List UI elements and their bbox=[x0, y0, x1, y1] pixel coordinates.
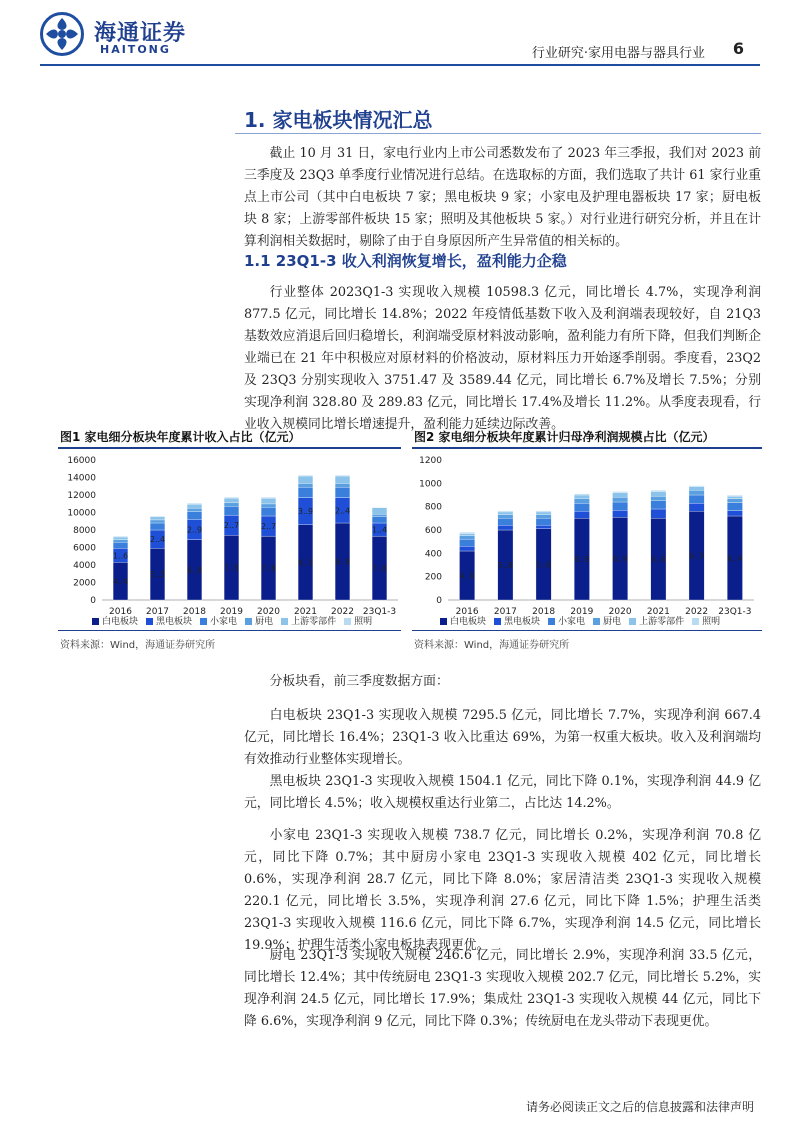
x-tick-label: 2016 bbox=[455, 607, 479, 617]
data-label: 5..8 bbox=[497, 561, 514, 570]
y-tick-label: 6000 bbox=[73, 543, 96, 554]
bar-segment-上游零部件 bbox=[298, 476, 313, 483]
bar-segment-小家电 bbox=[113, 542, 128, 548]
bar-segment-照明 bbox=[224, 497, 239, 498]
data-label: 2..9 bbox=[186, 525, 203, 535]
bar-segment-小家电 bbox=[727, 503, 742, 511]
figure2-legend bbox=[440, 614, 720, 627]
x-tick-label: 2021 bbox=[646, 607, 670, 617]
bar-segment-厨电 bbox=[727, 499, 742, 503]
figure1-top-rule bbox=[58, 447, 401, 449]
bar-segment-照明 bbox=[651, 490, 666, 491]
bar-segment-照明 bbox=[536, 511, 551, 512]
bar-segment-黑电板块 bbox=[536, 525, 551, 529]
data-label: 2..4 bbox=[149, 535, 166, 545]
bar-segment-照明 bbox=[689, 486, 704, 487]
y-tick-label: 14000 bbox=[67, 473, 96, 484]
y-tick-label: 8000 bbox=[73, 526, 96, 536]
legend-item bbox=[146, 614, 192, 627]
y-tick-label: 1200 bbox=[419, 456, 442, 466]
data-label: 7..6 bbox=[260, 564, 277, 574]
legend-swatch bbox=[629, 618, 636, 625]
data-label: 7..6 bbox=[371, 564, 388, 574]
bar-segment-厨电 bbox=[372, 514, 387, 516]
bar-segment-厨电 bbox=[335, 483, 350, 487]
data-label: 6..5 bbox=[688, 551, 705, 561]
legend-label: 照明 bbox=[702, 617, 721, 627]
y-tick-label: 12000 bbox=[67, 491, 96, 501]
legal-disclaimer: 请务必阅读正文之后的信息披露和法律声明 bbox=[525, 1100, 754, 1114]
y-tick-label: 0 bbox=[90, 596, 96, 606]
data-label: 7..5 bbox=[223, 563, 240, 573]
x-tick-label: 2016 bbox=[109, 607, 132, 617]
data-label: 4..0 bbox=[459, 571, 475, 581]
figure2-title: 图2 家电细分板块年度累计归母净利润规模占比（亿元） bbox=[414, 430, 715, 444]
x-tick-label: 23Q1-3 bbox=[362, 607, 397, 617]
data-label: 6..4 bbox=[727, 554, 743, 563]
legend-label: 白电板块 bbox=[450, 617, 487, 627]
white-goods-paragraph: 白电板块 23Q1-3 实现收入规模 7295.5 亿元，同比增长 7.7%，实现净利润 667.4 亿元，同比增长 16.4%；23Q1-3 收入比重达 69%，为第一权重大板块。收入及利润端均有效推动行业整体实现增长。 bbox=[244, 708, 761, 767]
figure2-top-rule bbox=[412, 447, 762, 449]
bar-segment-厨电 bbox=[651, 496, 666, 501]
bar-segment-照明 bbox=[187, 503, 202, 504]
bar-segment-小家电 bbox=[261, 507, 276, 516]
bar-segment-照明 bbox=[150, 516, 165, 517]
figure1-legend bbox=[92, 614, 372, 627]
bar-segment-上游零部件 bbox=[459, 534, 474, 536]
y-tick-label: 2000 bbox=[73, 578, 96, 589]
figure1-chart bbox=[58, 450, 403, 618]
x-tick-label: 2022 bbox=[685, 607, 709, 617]
figure2-source: 资料来源：Wind，海通证券研究所 bbox=[414, 640, 570, 651]
section-title: 1. 家电板块情况汇总 bbox=[244, 108, 433, 132]
legend-item bbox=[692, 614, 720, 627]
data-label: 6..9 bbox=[574, 555, 590, 565]
data-label: 8..5 bbox=[297, 558, 314, 568]
bar-segment-厨电 bbox=[689, 490, 704, 495]
legend-item bbox=[593, 614, 621, 627]
logo-english-text: HAITONG bbox=[100, 43, 171, 56]
legend-swatch bbox=[200, 618, 207, 625]
bar-segment-照明 bbox=[261, 497, 276, 498]
x-tick-label: 2017 bbox=[493, 607, 517, 617]
bar-segment-上游零部件 bbox=[498, 512, 513, 515]
bar-segment-小家电 bbox=[372, 517, 387, 523]
data-label: 4..4 bbox=[112, 577, 129, 587]
bar-segment-小家电 bbox=[298, 487, 313, 498]
bar-segment-上游零部件 bbox=[335, 476, 350, 483]
data-label: 1..6 bbox=[112, 551, 129, 561]
bar-segment-小家电 bbox=[574, 503, 589, 511]
x-tick-label: 2017 bbox=[146, 607, 169, 617]
legend-swatch bbox=[146, 618, 153, 625]
bar-segment-厨电 bbox=[224, 503, 239, 507]
bar-segment-照明 bbox=[574, 494, 589, 495]
bar-segment-照明 bbox=[335, 475, 350, 476]
bar-segment-厨电 bbox=[298, 483, 313, 487]
bar-segment-上游零部件 bbox=[574, 495, 589, 499]
legend-item bbox=[548, 614, 585, 627]
bar-segment-小家电 bbox=[612, 502, 627, 510]
y-tick-label: 600 bbox=[424, 526, 442, 536]
bar-segment-厨电 bbox=[150, 520, 165, 523]
bar-segment-上游零部件 bbox=[651, 492, 666, 497]
bar-segment-照明 bbox=[459, 532, 474, 533]
figure1-bottom-rule bbox=[58, 630, 401, 631]
bar-segment-小家电 bbox=[335, 487, 350, 498]
bar-segment-小家电 bbox=[536, 518, 551, 525]
y-tick-label: 4000 bbox=[73, 561, 96, 571]
bar-segment-小家电 bbox=[498, 518, 513, 525]
x-tick-label: 2019 bbox=[570, 607, 594, 617]
legend-item bbox=[344, 614, 372, 627]
legend-label: 上游零部件 bbox=[291, 617, 337, 627]
y-tick-label: 400 bbox=[424, 549, 442, 560]
y-tick-label: 800 bbox=[424, 502, 442, 513]
bar-segment-黑电板块 bbox=[689, 503, 704, 511]
y-tick-label: 0 bbox=[436, 596, 442, 606]
bar-segment-黑电板块 bbox=[498, 525, 513, 530]
sector-intro-paragraph: 分板块看，前三季度数据方面： bbox=[269, 674, 449, 689]
figure2-chart bbox=[412, 450, 762, 618]
legend-swatch bbox=[494, 618, 501, 625]
data-label: 6..9 bbox=[612, 554, 628, 564]
bar-segment-小家电 bbox=[224, 506, 239, 515]
bar-segment-小家电 bbox=[459, 539, 474, 546]
y-tick-label: 1000 bbox=[419, 479, 442, 490]
data-label: 2..4 bbox=[334, 506, 351, 516]
bar-segment-照明 bbox=[498, 511, 513, 512]
data-label: 8..8 bbox=[334, 557, 351, 567]
bar-segment-厨电 bbox=[536, 515, 551, 519]
bar-segment-上游零部件 bbox=[372, 508, 387, 515]
bar-segment-小家电 bbox=[651, 501, 666, 509]
bar-segment-黑电板块 bbox=[612, 510, 627, 517]
x-tick-label: 2018 bbox=[532, 607, 556, 617]
bar-segment-厨电 bbox=[612, 497, 627, 502]
black-goods-paragraph: 黑电板块 23Q1-3 实现收入规模 1504.1 亿元，同比下降 0.1%，实现净利润 44.9 亿元，同比增长 4.5%；收入规模权重达行业第二，占比达 14.2%。 bbox=[244, 774, 761, 811]
subsection-title: 1.1 23Q1-3 收入利润恢复增长，盈利能力企稳 bbox=[244, 252, 567, 270]
legend-item bbox=[92, 614, 138, 627]
bar-segment-厨电 bbox=[574, 499, 589, 504]
bar-segment-上游零部件 bbox=[224, 498, 239, 503]
legend-label: 小家电 bbox=[210, 617, 238, 627]
legend-label: 黑电板块 bbox=[504, 617, 541, 627]
legend-label: 小家电 bbox=[558, 617, 586, 627]
small-appliance-paragraph: 小家电 23Q1-3 实现收入规模 738.7 亿元，同比增长 0.2%，实现净利润 70.8 亿元，同比下降 0.7%；其中厨房小家电 23Q1-3 实现收入规模 402 亿元，同比增长 0.6%，实现净利润 28.7 亿元，同比下降 8.0%；家居清洁类 23Q1-3 实现收入规模 220.1 亿元，同比增长 3.5%，实现净利润 27.6 亿元，同比下降 1.5%；护理生活类 23Q1-3 实现收入规模 116.6 亿元，同比下降 6.7%，实现净利润 14.5 亿元，同比增长 19.9%；护理生活类小家电板块表现更优。 bbox=[244, 828, 761, 953]
legend-item bbox=[629, 614, 684, 627]
logo-chinese-text: 海通证券 bbox=[94, 20, 187, 46]
header-divider bbox=[40, 64, 760, 66]
bar-segment-上游零部件 bbox=[727, 496, 742, 498]
legend-swatch bbox=[692, 618, 699, 625]
figure2-bottom-rule bbox=[412, 630, 762, 631]
bar-segment-厨电 bbox=[113, 540, 128, 543]
bar-segment-小家电 bbox=[689, 495, 704, 503]
kitchen-appliance-paragraph: 厨电 23Q1-3 实现收入规模 246.6 亿元，同比增长 2.9%，实现净利润 33.5 亿元，同比增长 12.4%；其中传统厨电 23Q1-3 实现收入规模 202.7 亿元，同比增长 5.2%，实现净利润 24.5 亿元，同比增长 17.9%；集成灶 23Q1-3 实现收入规模 44 亿元，同比下降 6.6%，实现净利润 9 亿元，同比下降 0.3%；传统厨电在龙头带动下表现更优。 bbox=[244, 948, 761, 1029]
legend-label: 白电板块 bbox=[102, 617, 139, 627]
data-label: 2..7 bbox=[260, 522, 277, 532]
bar-segment-上游零部件 bbox=[536, 512, 551, 515]
header-category: 行业研究·家用电器与器具行业 bbox=[531, 46, 705, 61]
x-tick-label: 2022 bbox=[331, 607, 354, 617]
bar-segment-小家电 bbox=[187, 512, 202, 520]
x-tick-label: 23Q1-3 bbox=[718, 607, 752, 617]
legend-label: 厨电 bbox=[603, 617, 622, 627]
legend-item bbox=[281, 614, 336, 627]
bar-segment-上游零部件 bbox=[261, 498, 276, 504]
bar-segment-黑电板块 bbox=[459, 546, 474, 551]
data-label: 5..3 bbox=[149, 570, 166, 580]
bar-segment-黑电板块 bbox=[574, 511, 589, 518]
legend-label: 黑电板块 bbox=[156, 617, 193, 627]
bar-segment-照明 bbox=[372, 507, 387, 508]
x-tick-label: 2020 bbox=[608, 607, 632, 617]
data-label: 6..6 bbox=[650, 555, 667, 565]
x-tick-label: 2020 bbox=[257, 607, 280, 617]
x-tick-label: 2021 bbox=[294, 607, 317, 617]
bar-segment-黑电板块 bbox=[727, 511, 742, 516]
y-tick-label: 200 bbox=[424, 572, 442, 583]
y-tick-label: 10000 bbox=[67, 508, 96, 519]
data-label: 3..9 bbox=[297, 507, 314, 517]
bar-segment-上游零部件 bbox=[612, 493, 627, 498]
bar-segment-上游零部件 bbox=[113, 537, 128, 540]
legend-swatch bbox=[245, 618, 252, 625]
bar-segment-上游零部件 bbox=[187, 504, 202, 508]
data-label: 5..8 bbox=[535, 560, 552, 570]
page-number: 6 bbox=[732, 39, 744, 58]
bar-segment-黑电板块 bbox=[651, 509, 666, 518]
y-tick-label: 16000 bbox=[67, 456, 96, 466]
legend-item bbox=[245, 614, 273, 627]
section-title-underline bbox=[235, 133, 761, 134]
legend-swatch bbox=[92, 618, 99, 625]
intro-paragraph: 截止 10 月 31 日，家电行业内上市公司悉数发布了 2023 年三季报，我们对 2023 前三季度及 23Q3 单季度行业情况进行总结。在选取标的方面，我们选取了共计 61 家行业重点上市公司（其中白电板块 7 家；黑电板块 9 家；小家电及护理电器板块 17 家；厨电板块 8 家；上游零部件板块 15 家；照明及其他板块 5 家。）对行业进行研究分析，并且在计算利润相关数据时，剔除了由于自身原因所产生异常值的相关标的。 bbox=[244, 146, 761, 249]
legend-item bbox=[440, 614, 486, 627]
bar-segment-上游零部件 bbox=[689, 487, 704, 491]
legend-swatch bbox=[440, 618, 447, 625]
legend-label: 上游零部件 bbox=[639, 617, 685, 627]
overview-paragraph: 行业整体 2023Q1-3 实现收入规模 10598.3 亿元，同比增长 4.7%，实现净利润 877.5 亿元，同比增长 14.8%；2022 年疫情低基数下收入及利润端表现较好，自 21Q3 基数效应消退后回归稳增长，利润端受原材料波动影响，盈利能力有所下降，但我们判断企业端已在 21 年中积极应对原材料的价格波动，原材料压力开始逐季削弱。季度看，23Q2 及 23Q3 分别实现收入 3751.47 及 3589.44 亿元，同比增长 6.7%及增长 7.5%；分别实现净利润 328.80 及 289.83 亿元，同比增长 17.4%及增长 11.2%。从季度表现看，行业收入规模同比增长增速提升，盈利能力延续边际改善。 bbox=[244, 285, 761, 432]
figure1-source: 资料来源：Wind，海通证券研究所 bbox=[60, 640, 216, 651]
legend-item bbox=[200, 614, 237, 627]
bar-segment-厨电 bbox=[459, 536, 474, 540]
legend-label: 照明 bbox=[354, 617, 373, 627]
legend-swatch bbox=[548, 618, 555, 625]
bar-segment-厨电 bbox=[261, 504, 276, 507]
x-tick-label: 2018 bbox=[183, 607, 206, 617]
legend-swatch bbox=[281, 618, 288, 625]
legend-label: 厨电 bbox=[255, 617, 274, 627]
legend-swatch bbox=[344, 618, 351, 625]
x-tick-label: 2019 bbox=[220, 607, 243, 617]
bar-segment-上游零部件 bbox=[150, 517, 165, 520]
bar-segment-厨电 bbox=[187, 508, 202, 512]
data-label: 6..8 bbox=[186, 565, 203, 575]
bar-segment-厨电 bbox=[498, 515, 513, 519]
data-label: 1..4 bbox=[371, 525, 388, 535]
bar-segment-照明 bbox=[298, 475, 313, 476]
data-label: 2..7 bbox=[223, 521, 240, 531]
company-logo-icon bbox=[40, 12, 84, 56]
bar-segment-照明 bbox=[612, 492, 627, 493]
figure1-title: 图1 家电细分板块年度累计收入占比（亿元） bbox=[60, 430, 301, 444]
bar-segment-照明 bbox=[113, 536, 128, 537]
legend-item bbox=[494, 614, 540, 627]
bar-segment-照明 bbox=[727, 495, 742, 496]
bar-segment-小家电 bbox=[150, 523, 165, 530]
legend-swatch bbox=[593, 618, 600, 625]
